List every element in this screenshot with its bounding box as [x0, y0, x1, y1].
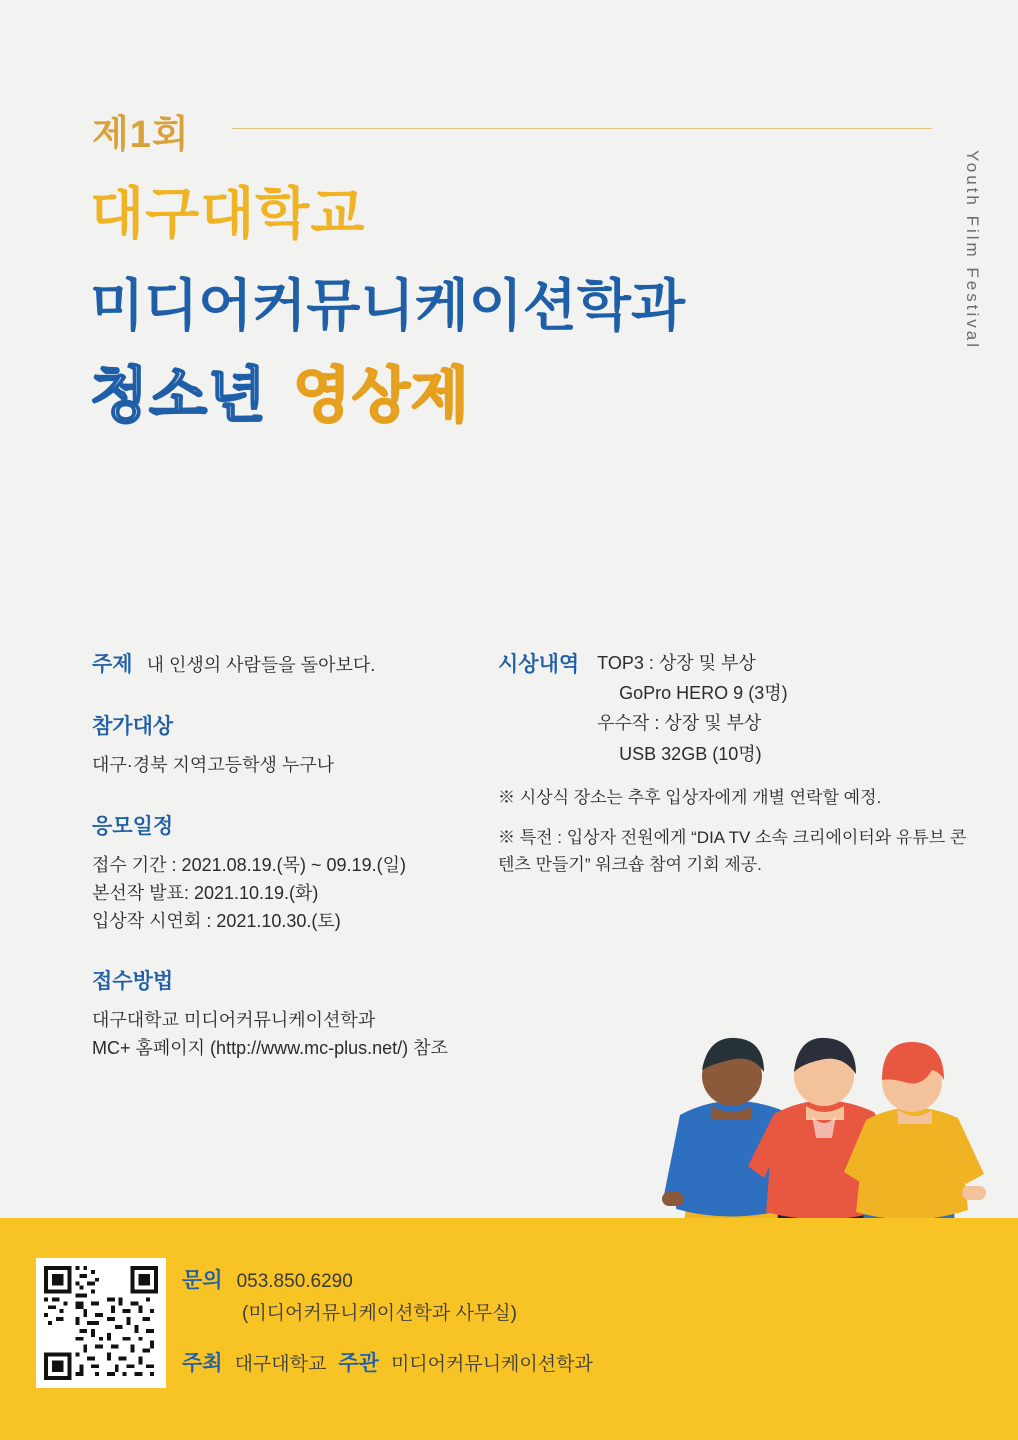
award-lines — [597, 648, 787, 769]
contact-row — [182, 1264, 593, 1294]
vertical-english-title: Youth Film Festival — [963, 150, 982, 350]
target-label: 참가대상 — [92, 714, 174, 738]
award-line: USB 32GB (10명) — [619, 743, 762, 764]
qr-code[interactable] — [36, 1258, 166, 1388]
host-row — [182, 1347, 593, 1377]
organization-name-line2: 미디어커뮤니케이션학과 — [90, 274, 686, 337]
target-block — [92, 710, 482, 780]
award-label: 시상내역 — [498, 653, 580, 676]
award-line: GoPro HERO 9 (3명) — [619, 683, 788, 704]
left-info-column — [92, 648, 482, 1093]
schedule-line: 본선작 발표: 2021.10.19.(화) — [92, 882, 319, 903]
award-block — [498, 648, 968, 769]
organizer-label: 주관 — [338, 1352, 379, 1375]
footer-contact-block — [182, 1264, 593, 1377]
award-line: 우수작 : 상장 및 부상 — [597, 713, 762, 734]
host-label: 주최 — [182, 1352, 223, 1375]
festival-title — [90, 348, 470, 434]
organization-name-line1: 대구대학교 — [90, 182, 366, 245]
host-value: 대구대학교 — [234, 1354, 327, 1375]
schedule-line: 입상작 시연회 : 2021.10.30.(토) — [92, 910, 341, 931]
right-info-column — [498, 648, 968, 878]
festival-title-part1: 청소년 — [90, 362, 267, 429]
apply-line: 대구대학교 미디어커뮤니케이션학과 — [92, 1010, 376, 1031]
schedule-line: 접수 기간 : 2021.08.19.(목) ~ 09.19.(일) — [92, 854, 406, 875]
award-line: TOP3 : 상장 및 부상 — [597, 653, 756, 673]
award-note-benefit: ※ 특전 : 입상자 전원에게 “DIA TV 소속 크리에이터와 유튜브 콘텐츠 만들기” 워크숍 참여 기회 제공. — [498, 828, 967, 874]
target-value: 대구·경북 지역고등학생 누구나 — [92, 754, 335, 775]
apply-label: 접수방법 — [92, 970, 174, 994]
contact-phone[interactable]: 053.850.6290 — [236, 1271, 353, 1292]
header-divider-line — [232, 128, 932, 129]
schedule-label: 응모일정 — [92, 814, 174, 838]
topic-label: 주제 — [92, 653, 133, 676]
contact-label: 문의 — [182, 1269, 223, 1292]
footer-bar — [0, 1218, 1018, 1440]
topic-row — [92, 648, 482, 680]
schedule-block — [92, 810, 482, 936]
contact-office: (미디어커뮤니케이션학과 사무실) — [242, 1303, 517, 1324]
organizer-value: 미디어커뮤니케이션학과 — [390, 1354, 593, 1375]
apply-block — [92, 965, 482, 1063]
apply-line-with-url[interactable]: MC+ 홈페이지 (http://www.mc-plus.net/) 참조 — [92, 1038, 448, 1059]
edition-number: 제1회 — [92, 114, 190, 156]
festival-title-part2: 영상제 — [292, 362, 470, 429]
award-note-venue: ※ 시상식 장소는 추후 입상자에게 개별 연락할 예정. — [498, 787, 882, 807]
topic-value: 내 인생의 사람들을 돌아보다. — [146, 655, 376, 675]
